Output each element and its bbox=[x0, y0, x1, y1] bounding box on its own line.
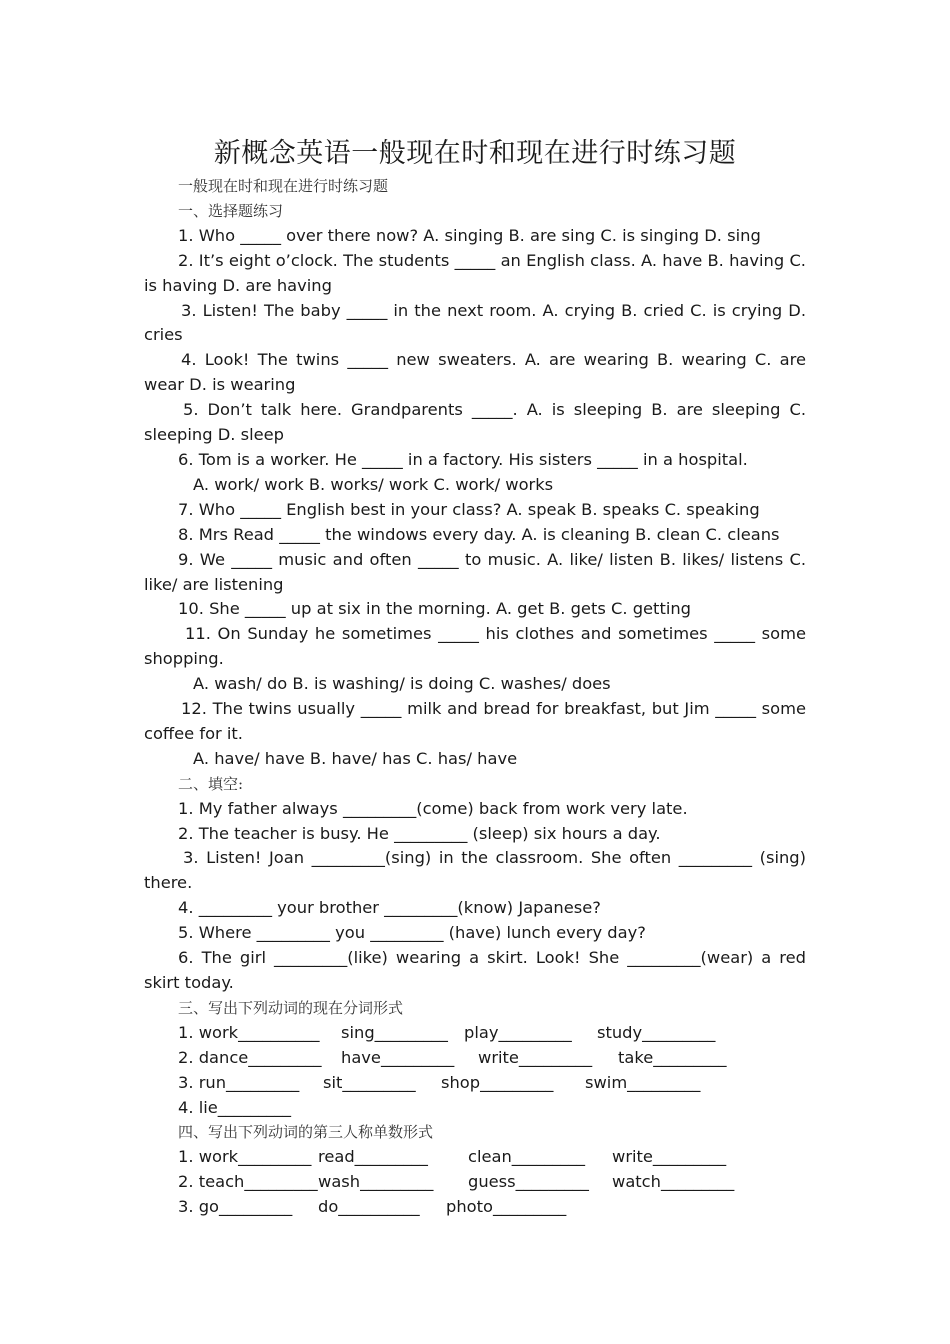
verb-blank: play_________ bbox=[464, 1022, 572, 1042]
verb-row bbox=[144, 1145, 806, 1170]
verb-blank: take_________ bbox=[618, 1047, 727, 1067]
verb-blank: 1. work__________ bbox=[178, 1022, 320, 1042]
verb-blank: have_________ bbox=[341, 1047, 455, 1067]
verb-blank: watch_________ bbox=[612, 1172, 735, 1192]
document-title: 新概念英语一般现在时和现在进行时练习题 bbox=[213, 138, 737, 169]
question: 2. It’s eight o’clock. The students _____ an English class. A. have B. having C. is having D. are having bbox=[144, 250, 806, 295]
question-options: A. wash/ do B. is washing/ is doing C. washes/ does bbox=[193, 674, 611, 694]
question: 5. Don’t talk here. Grandparents _____. A. is sleeping B. are sleeping C. sleeping D. sleep bbox=[144, 400, 806, 445]
question: 12. The twins usually _____ milk and bread for breakfast, but Jim _____ some coffee for it. bbox=[144, 699, 806, 743]
verb-row bbox=[144, 1096, 806, 1121]
question: 10. She _____ up at six in the morning. A. get B. gets C. getting bbox=[178, 599, 692, 619]
verb-blank: read_________ bbox=[318, 1147, 428, 1167]
verb-blank: study_________ bbox=[597, 1022, 716, 1042]
fill-question: 5. Where _________ you _________ (have) lunch every day? bbox=[178, 923, 646, 943]
verb-blank: swim_________ bbox=[585, 1072, 701, 1092]
verb-row bbox=[144, 1170, 806, 1195]
verb-blank: 2. teach_________ bbox=[178, 1172, 318, 1192]
verb-blank: 1. work_________ bbox=[178, 1147, 312, 1167]
question: 6. Tom is a worker. He _____ in a factory. His sisters _____ in a hospital. bbox=[178, 449, 748, 469]
fill-question: 1. My father always _________(come) back from work very late. bbox=[178, 798, 688, 818]
fill-question: 3. Listen! Joan _________(sing) in the classroom. She often _________ (sing) there. bbox=[144, 848, 806, 893]
verb-blank: shop_________ bbox=[441, 1072, 554, 1092]
question-options: A. work/ work B. works/ work C. work/ works bbox=[193, 474, 554, 494]
question: 9. We _____ music and often _____ to music. A. like/ listen B. likes/ listens C. like/ are listening bbox=[144, 549, 806, 594]
verb-blank: sing_________ bbox=[341, 1022, 448, 1042]
verb-blank: 3. run_________ bbox=[178, 1072, 300, 1092]
verb-blank: do__________ bbox=[318, 1197, 420, 1217]
fill-question: 2. The teacher is busy. He _________ (sleep) six hours a day. bbox=[178, 823, 661, 843]
fill-question: 6. The girl _________(like) wearing a skirt. Look! She _________(wear) a red skirt today. bbox=[144, 948, 806, 992]
verb-row bbox=[144, 1071, 806, 1096]
question: 4. Look! The twins _____ new sweaters. A. are wearing B. wearing C. are wear D. is wearing bbox=[144, 350, 806, 395]
question-options: A. have/ have B. have/ has C. has/ have bbox=[193, 748, 518, 768]
verb-blank: write_________ bbox=[612, 1147, 727, 1167]
question: 11. On Sunday he sometimes _____ his clothes and sometimes _____ some shopping. bbox=[144, 624, 806, 669]
verb-blank: 4. lie_________ bbox=[178, 1097, 292, 1117]
verb-blank: 3. go_________ bbox=[178, 1197, 293, 1217]
verb-row bbox=[144, 1021, 806, 1046]
verb-row bbox=[144, 1195, 806, 1220]
fill-question: 4. _________ your brother _________(know) Japanese? bbox=[178, 898, 601, 918]
question: 7. Who _____ English best in your class? A. speak B. speaks C. speaking bbox=[178, 499, 760, 519]
verb-row bbox=[144, 1046, 806, 1071]
section2-heading: 二、填空: bbox=[178, 774, 244, 793]
section3-heading: 三、写出下列动词的现在分词形式 bbox=[178, 998, 404, 1017]
question: 8. Mrs Read _____ the windows every day. A. is cleaning B. clean C. cleans bbox=[178, 524, 780, 544]
subtitle: 一般现在时和现在进行时练习题 bbox=[178, 177, 389, 195]
section1-heading: 一、选择题练习 bbox=[178, 201, 284, 220]
document-body bbox=[144, 174, 806, 1220]
verb-blank: guess_________ bbox=[468, 1172, 589, 1192]
verb-blank: sit_________ bbox=[323, 1072, 416, 1092]
verb-blank: write_________ bbox=[478, 1047, 593, 1067]
verb-blank: photo_________ bbox=[446, 1197, 567, 1217]
verb-blank: clean_________ bbox=[468, 1147, 586, 1167]
question: 3. Listen! The baby _____ in the next room. A. crying B. cried C. is crying D. cries bbox=[144, 300, 806, 345]
verb-blank: wash_________ bbox=[318, 1172, 434, 1192]
section4-heading: 四、写出下列动词的第三人称单数形式 bbox=[178, 1123, 434, 1142]
question: 1. Who _____ over there now? A. singing B. are sing C. is singing D. sing bbox=[178, 225, 761, 245]
verb-blank: 2. dance_________ bbox=[178, 1047, 322, 1067]
